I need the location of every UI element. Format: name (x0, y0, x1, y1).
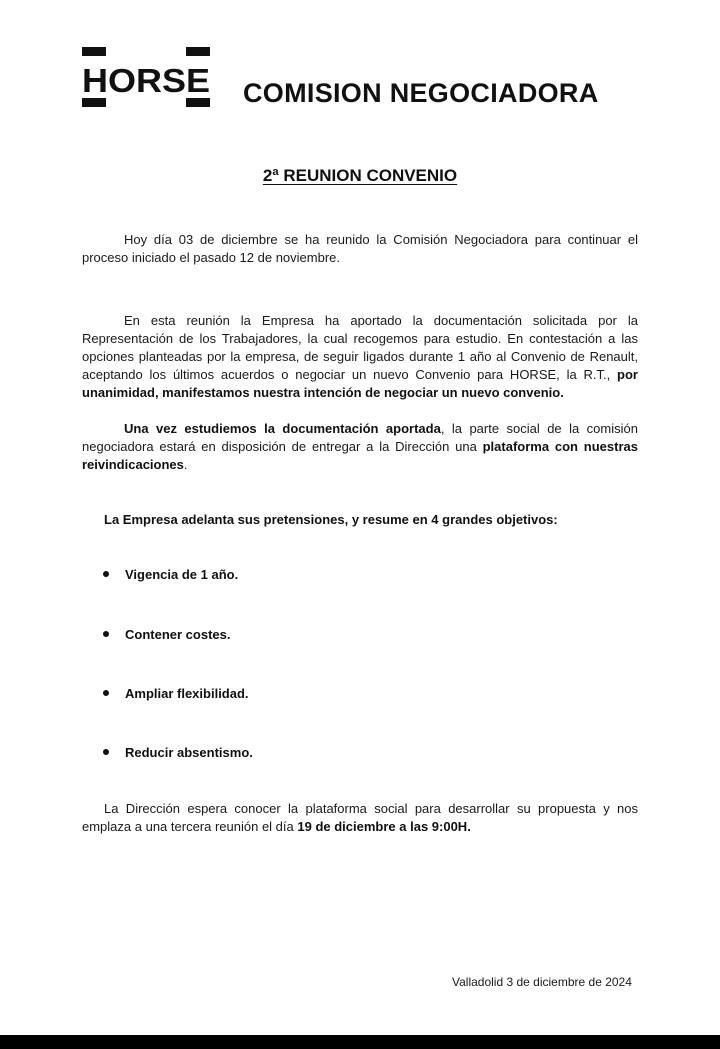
paragraph-closing (82, 800, 638, 836)
logo-text: HORSE (82, 62, 210, 99)
paragraph-platform-bold-a: Una vez estudiemos la documentación aportada (124, 421, 441, 436)
paragraph-intro-text: Hoy día 03 de diciembre se ha reunido la Comisión Negociadora para continuar el proceso iniciado el pasado 12 de noviembre. (82, 232, 638, 265)
paragraph-platform-text: , la parte social de la comisión negociadora estará en disposición de entregar a la Dirección una (82, 421, 638, 454)
objective-label: Ampliar flexibilidad. (125, 686, 249, 701)
footer-date: Valladolid 3 de diciembre de 2024 (452, 975, 632, 989)
paragraph-closing-bold: 19 de diciembre a las 9:00H. (297, 819, 471, 834)
objective-label: Vigencia de 1 año. (125, 567, 239, 582)
paragraph-meeting (82, 312, 638, 402)
objective-item (103, 567, 238, 582)
bullet-icon (103, 571, 109, 577)
paragraph-platform (82, 420, 638, 474)
document-title (0, 166, 720, 186)
bullet-icon (103, 631, 109, 637)
document-title-text: 2ª REUNION CONVENIO (262, 166, 458, 185)
objective-item (103, 627, 230, 642)
bullet-icon (103, 690, 109, 696)
paragraph-platform-bold-b: plataforma con nuestras reivindicaciones (82, 439, 638, 472)
objective-label: Reducir absentismo. (125, 745, 253, 760)
paragraph-intro (82, 231, 638, 267)
bottom-bar (0, 1035, 720, 1049)
paragraph-platform-end: . (183, 457, 188, 472)
horse-logo (80, 46, 212, 108)
bullet-icon (103, 749, 109, 755)
paragraph-meeting-bold: por unanimidad, manifestamos nuestra intención de negociar un nuevo convenio. (82, 367, 638, 400)
objective-item (103, 686, 249, 701)
header-title: COMISION NEGOCIADORA (243, 78, 599, 108)
objective-label: Contener costes. (125, 627, 231, 642)
objectives-lead: La Empresa adelanta sus pretensiones, y resume en 4 grandes objetivos: (104, 512, 558, 527)
paragraph-meeting-text: En esta reunión la Empresa ha aportado la documentación solicitada por la Representación de los Trabajadores, la cual recogemos para estudio. En contestación a las opciones planteadas por la empresa, de seguir ligados durante 1 año al Convenio de Renault, aceptando los últimos acuerdos o negociar un nuevo Convenio para HORSE, la R.T., (82, 313, 638, 382)
objective-item (103, 745, 253, 760)
paragraph-closing-text: La Dirección espera conocer la plataforma social para desarrollar su propuesta y nos emplaza a una tercera reunión el día (82, 801, 638, 834)
